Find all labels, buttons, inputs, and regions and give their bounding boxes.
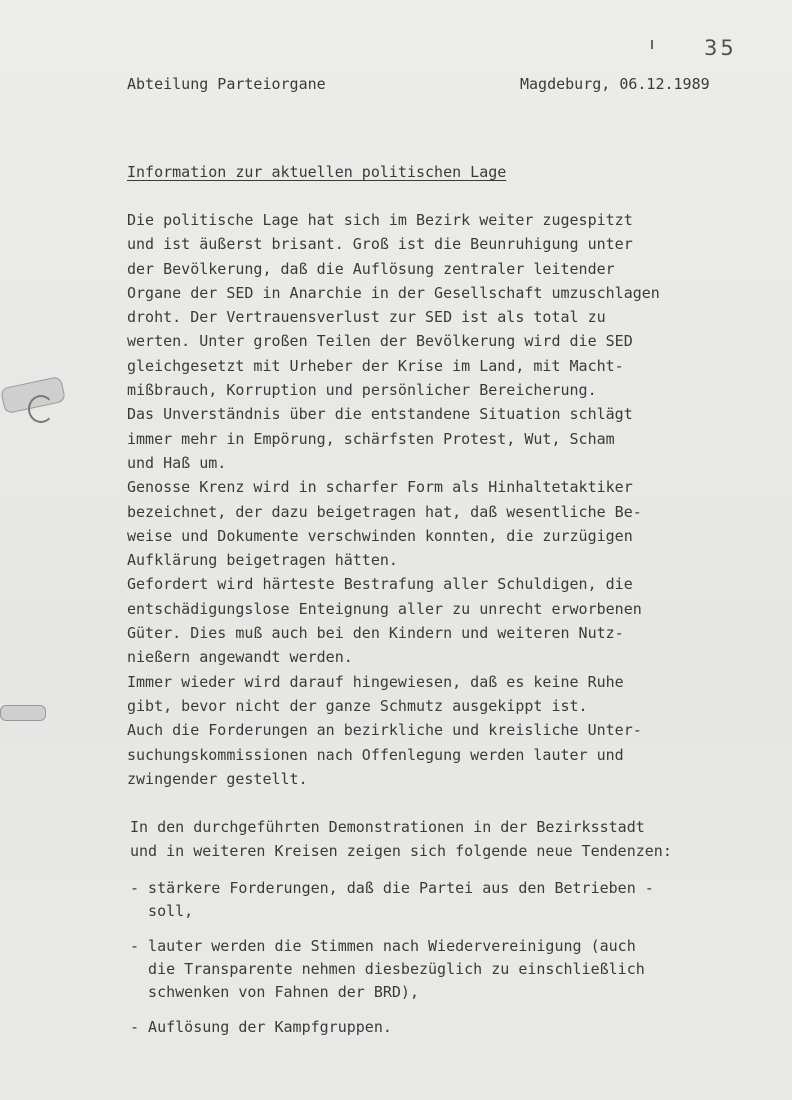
text-line: suchungskommissionen nach Offenlegung werden lauter und <box>127 745 624 764</box>
list-item-line: die Transparente nehmen diesbezüglich zu einschließlich <box>130 960 645 978</box>
text-line: mißbrauch, Korruption und persönlicher Bereicherung. <box>127 381 597 400</box>
text-line: Organe der SED in Anarchie in der Gesellschaft umzuschlagen <box>127 283 660 302</box>
text-line: und Haß um. <box>127 453 227 472</box>
list-item-line: - stärkere Forderungen, daß die Partei aus den Betrieben - <box>130 879 654 897</box>
text-line: entschädigungslose Enteignung aller zu unrecht erworbenen <box>127 599 642 618</box>
list-item <box>130 877 654 923</box>
text-line: Güter. Dies muß auch bei den Kindern und weiteren Nutz- <box>127 624 624 643</box>
text-line: Immer wieder wird darauf hingewiesen, daß es keine Ruhe <box>127 672 624 691</box>
list-item-line: - Auflösung der Kampfgruppen. <box>130 1018 392 1036</box>
text-line: zwingender gestellt. <box>127 769 308 788</box>
text-line: Genosse Krenz wird in scharfer Form als Hinhaltetaktiker <box>127 478 633 497</box>
text-line: und ist äußerst brisant. Groß ist die Beunruhigung unter <box>127 235 633 254</box>
list-item-line: - lauter werden die Stimmen nach Wiedervereinigung (auch <box>130 937 636 955</box>
text-line: Auch die Forderungen an bezirkliche und kreisliche Unter- <box>127 721 642 740</box>
text-line: Die politische Lage hat sich im Bezirk weiter zugespitzt <box>127 211 633 229</box>
text-line: der Bevölkerung, daß die Auflösung zentraler leitender <box>127 259 615 278</box>
list-item <box>130 1016 654 1039</box>
text-line: In den durchgeführten Demonstrationen in der Bezirksstadt <box>130 818 645 836</box>
document-title: Information zur aktuellen politischen Lage <box>127 163 507 181</box>
paragraph-1 <box>127 208 747 791</box>
text-line: gibt, bevor nicht der ganze Schmutz ausgekippt ist. <box>127 696 588 715</box>
list-item-line: soll, <box>130 902 194 920</box>
text-line: nießern angewandt werden. <box>127 648 353 667</box>
text-line: Das Unverständnis über die entstandene Situation schlägt <box>127 405 633 424</box>
text-line: bezeichnet, der dazu beigetragen hat, daß wesentliche Be- <box>127 502 642 521</box>
paragraph-2 <box>130 815 672 864</box>
text-line: Aufklärung beigetragen hätten. <box>127 551 398 570</box>
staple-curl <box>28 395 54 423</box>
tendency-list <box>130 877 654 1051</box>
text-line: und in weiteren Kreisen zeigen sich folgende neue Tendenzen: <box>130 842 672 861</box>
text-line: weise und Dokumente verschwinden konnten, die zurzügigen <box>127 526 633 545</box>
list-item <box>130 935 654 1004</box>
tick-mark <box>651 40 653 49</box>
text-line: gleichgesetzt mit Urheber der Krise im Land, mit Macht- <box>127 356 624 375</box>
text-line: Gefordert wird härteste Bestrafung aller Schuldigen, die <box>127 575 633 594</box>
header-place-date: Magdeburg, 06.12.1989 <box>520 75 710 93</box>
text-line: droht. Der Vertrauensverlust zur SED ist als total zu <box>127 308 606 327</box>
header-department: Abteilung Parteiorgane <box>127 75 326 93</box>
list-item-line: schwenken von Fahnen der BRD), <box>130 983 419 1001</box>
text-line: immer mehr in Empörung, schärfsten Protest, Wut, Scham <box>127 429 615 448</box>
text-line: werten. Unter großen Teilen der Bevölkerung wird die SED <box>127 332 633 351</box>
page-number: 35 <box>704 36 737 60</box>
staple-mark <box>0 705 46 721</box>
